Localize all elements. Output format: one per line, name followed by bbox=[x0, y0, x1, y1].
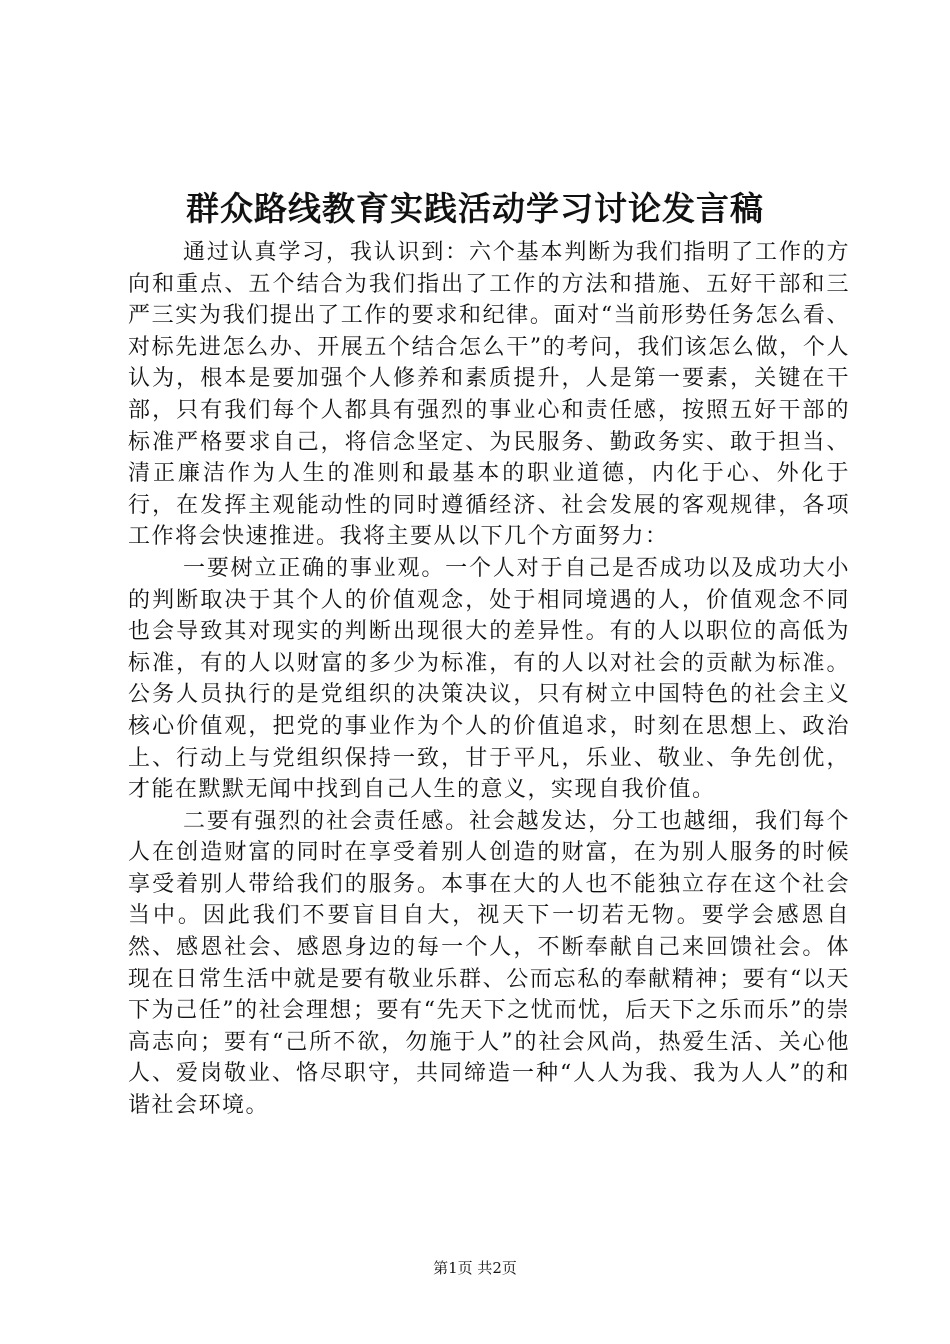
paragraph-intro: 通过认真学习，我认识到：六个基本判断为我们指明了工作的方向和重点、五个结合为我们指出了工作的方法和措施、五好干部和三严三实为我们提出了工作的要求和纪律。面对“当前形势任务怎么看、对标先进怎么办、开展五个结合怎么干”的考问，我们该怎么做，个人认为，根本是要加强个人修养和素质提升，人是第一要素，关键在干部，只有我们每个人都具有强烈的事业心和责任感，按照五好干部的标准严格要求自己，将信念坚定、为民服务、勤政务实、敢于担当、清正廉洁作为人生的准则和最基本的职业道德，内化于心、外化于行，在发挥主观能动性的同时遵循经济、社会发展的客观规律，各项工作将会快速推进。我将主要从以下几个方面努力： bbox=[128, 240, 850, 550]
paragraph-career-view: 一要树立正确的事业观。一个人对于自己是否成功以及成功大小的判断取决于其个人的价值观念，处于相同境遇的人，价值观念不同也会导致其对现实的判断出现很大的差异性。有的人以职位的高低为标准，有的人以财富的多少为标准，有的人以对社会的贡献为标准。公务人员执行的是党组织的决策决议，只有树立中国特色的社会主义核心价值观，把党的事业作为个人的价值追求，时刻在思想上、政治上、行动上与党组织保持一致，甘于平凡，乐业、敬业、争先创优，才能在默默无闻中找到自己人生的意义，实现自我价值。 bbox=[128, 555, 850, 803]
document-title: 群众路线教育实践活动学习讨论发言稿 bbox=[186, 189, 764, 228]
document-body bbox=[128, 237, 850, 1122]
page-number-label: 第1页 共2页 bbox=[433, 1259, 517, 1277]
paragraph-social-responsibility: 二要有强烈的社会责任感。社会越发达，分工也越细，我们每个人在创造财富的同时在享受着别人创造的财富，在为别人服务的时候享受着别人带给我们的服务。本事在大的人也不能独立存在这个社会当中。因此我们不要盲目自大，视天下一切若无物。要学会感恩自然、感恩社会、感恩身边的每一个人，不断奉献自己来回馈社会。体现在日常生活中就是要有敬业乐群、公而忘私的奉献精神；要有“以天下为己任”的社会理想；要有“先天下之忧而忧，后天下之乐而乐”的崇高志向；要有“己所不欲，勿施于人”的社会风尚，热爱生活、关心他人、爱岗敬业、恪尽职守，共同缔造一种“人人为我、我为人人”的和谐社会环境。 bbox=[128, 808, 850, 1119]
page-footer bbox=[0, 1258, 950, 1278]
